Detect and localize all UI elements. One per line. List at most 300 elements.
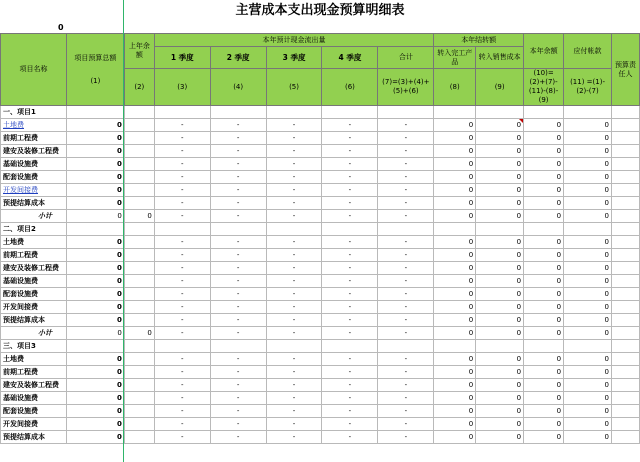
cashflow-cell[interactable]: - xyxy=(210,392,266,405)
cashflow-cell[interactable]: - xyxy=(266,288,322,301)
header-q2[interactable]: 2 季度 xyxy=(210,47,266,69)
cashflow-cell[interactable]: - xyxy=(378,184,434,197)
cashflow-cell[interactable]: - xyxy=(378,418,434,431)
payable-cell[interactable]: 0 xyxy=(564,314,612,327)
empty-cell[interactable] xyxy=(66,106,124,119)
empty-cell[interactable] xyxy=(611,106,639,119)
to-product-cell[interactable]: 0 xyxy=(434,353,476,366)
budget-total-cell[interactable]: 0 xyxy=(66,275,124,288)
header-carryover-group[interactable]: 本年结转额 xyxy=(434,34,524,47)
empty-cell[interactable] xyxy=(524,223,564,236)
header-index[interactable]: (6) xyxy=(322,69,378,106)
prev-balance-cell[interactable] xyxy=(124,158,154,171)
cashflow-cell[interactable]: - xyxy=(266,249,322,262)
to-product-cell[interactable]: 0 xyxy=(434,210,476,223)
payable-cell[interactable]: 0 xyxy=(564,275,612,288)
cashflow-cell[interactable]: - xyxy=(378,262,434,275)
empty-cell[interactable] xyxy=(124,340,154,353)
cashflow-cell[interactable]: - xyxy=(154,210,210,223)
empty-cell[interactable] xyxy=(524,340,564,353)
cashflow-cell[interactable]: - xyxy=(154,405,210,418)
header-owner[interactable]: 预算责任人 xyxy=(611,34,639,106)
header-index[interactable]: (11) =(1)-(2)-(7) xyxy=(564,69,612,106)
owner-cell[interactable] xyxy=(611,418,639,431)
payable-cell[interactable]: 0 xyxy=(564,431,612,444)
empty-cell[interactable] xyxy=(564,223,612,236)
cashflow-cell[interactable]: - xyxy=(210,249,266,262)
to-sales-cell[interactable]: 0 xyxy=(476,418,524,431)
cashflow-cell[interactable]: - xyxy=(378,366,434,379)
cashflow-cell[interactable]: - xyxy=(210,288,266,301)
cashflow-cell[interactable]: - xyxy=(210,366,266,379)
header-index[interactable]: (8) xyxy=(434,69,476,106)
cashflow-cell[interactable]: - xyxy=(322,366,378,379)
prev-balance-cell[interactable] xyxy=(124,405,154,418)
cashflow-cell[interactable]: - xyxy=(266,301,322,314)
payable-cell[interactable]: 0 xyxy=(564,145,612,158)
to-product-cell[interactable]: 0 xyxy=(434,366,476,379)
prev-balance-cell[interactable] xyxy=(124,262,154,275)
cashflow-cell[interactable]: - xyxy=(154,197,210,210)
row-label[interactable]: 前期工程费 xyxy=(1,132,67,145)
year-balance-cell[interactable]: 0 xyxy=(524,288,564,301)
year-balance-cell[interactable]: 0 xyxy=(524,184,564,197)
owner-cell[interactable] xyxy=(611,327,639,340)
year-balance-cell[interactable]: 0 xyxy=(524,418,564,431)
row-label[interactable]: 土地费 xyxy=(1,119,67,132)
budget-total-cell[interactable]: 0 xyxy=(66,119,124,132)
header-index[interactable]: (7)=(3)+(4)+(5)+(6) xyxy=(378,69,434,106)
cashflow-cell[interactable]: - xyxy=(378,145,434,158)
empty-cell[interactable] xyxy=(266,340,322,353)
to-sales-cell[interactable]: 0 xyxy=(476,158,524,171)
to-product-cell[interactable]: 0 xyxy=(434,171,476,184)
owner-cell[interactable] xyxy=(611,236,639,249)
owner-cell[interactable] xyxy=(611,262,639,275)
cashflow-cell[interactable]: - xyxy=(322,275,378,288)
owner-cell[interactable] xyxy=(611,145,639,158)
prev-balance-cell[interactable] xyxy=(124,249,154,262)
budget-total-cell[interactable]: 0 xyxy=(66,301,124,314)
row-label[interactable]: 基础设施费 xyxy=(1,275,67,288)
to-sales-cell[interactable]: 0 xyxy=(476,171,524,184)
cashflow-cell[interactable]: - xyxy=(322,405,378,418)
prev-balance-cell[interactable] xyxy=(124,418,154,431)
prev-balance-cell[interactable] xyxy=(124,171,154,184)
cashflow-cell[interactable]: - xyxy=(322,262,378,275)
section-title[interactable]: 一、项目1 xyxy=(1,106,67,119)
header-item-name[interactable]: 项目名称 xyxy=(1,34,67,106)
payable-cell[interactable]: 0 xyxy=(564,379,612,392)
cashflow-cell[interactable]: - xyxy=(378,301,434,314)
empty-cell[interactable] xyxy=(611,340,639,353)
to-product-cell[interactable]: 0 xyxy=(434,184,476,197)
cashflow-cell[interactable]: - xyxy=(378,249,434,262)
cashflow-cell[interactable]: - xyxy=(266,275,322,288)
cashflow-cell[interactable]: - xyxy=(266,119,322,132)
year-balance-cell[interactable]: 0 xyxy=(524,366,564,379)
payable-cell[interactable]: 0 xyxy=(564,392,612,405)
row-label[interactable]: 开发间接费 xyxy=(1,184,67,197)
header-index[interactable]: (3) xyxy=(154,69,210,106)
prev-balance-cell[interactable]: 0 xyxy=(124,327,154,340)
payable-cell[interactable]: 0 xyxy=(564,197,612,210)
to-sales-cell[interactable]: 0 xyxy=(476,184,524,197)
empty-cell[interactable] xyxy=(66,340,124,353)
to-product-cell[interactable]: 0 xyxy=(434,431,476,444)
cashflow-cell[interactable]: - xyxy=(154,288,210,301)
row-label[interactable]: 建安及装修工程费 xyxy=(1,262,67,275)
owner-cell[interactable] xyxy=(611,353,639,366)
header-payable[interactable]: 应付帐款 xyxy=(564,34,612,69)
row-label[interactable]: 预提结算成本 xyxy=(1,314,67,327)
cashflow-cell[interactable]: - xyxy=(322,353,378,366)
cashflow-cell[interactable]: - xyxy=(322,119,378,132)
to-product-cell[interactable]: 0 xyxy=(434,301,476,314)
budget-total-cell[interactable]: 0 xyxy=(66,210,124,223)
payable-cell[interactable]: 0 xyxy=(564,262,612,275)
cashflow-cell[interactable]: - xyxy=(322,288,378,301)
cashflow-cell[interactable]: - xyxy=(266,405,322,418)
cashflow-cell[interactable]: - xyxy=(210,262,266,275)
payable-cell[interactable]: 0 xyxy=(564,366,612,379)
row-label[interactable]: 基础设施费 xyxy=(1,158,67,171)
header-index[interactable]: (4) xyxy=(210,69,266,106)
owner-cell[interactable] xyxy=(611,184,639,197)
empty-cell[interactable] xyxy=(476,340,524,353)
cashflow-cell[interactable]: - xyxy=(378,119,434,132)
to-product-cell[interactable]: 0 xyxy=(434,275,476,288)
prev-balance-cell[interactable] xyxy=(124,366,154,379)
prev-balance-cell[interactable] xyxy=(124,119,154,132)
to-sales-cell[interactable]: 0 xyxy=(476,288,524,301)
cashflow-cell[interactable]: - xyxy=(154,301,210,314)
cashflow-cell[interactable]: - xyxy=(378,392,434,405)
owner-cell[interactable] xyxy=(611,392,639,405)
cashflow-cell[interactable]: - xyxy=(154,314,210,327)
year-balance-cell[interactable]: 0 xyxy=(524,210,564,223)
empty-cell[interactable] xyxy=(564,106,612,119)
budget-total-cell[interactable]: 0 xyxy=(66,132,124,145)
cashflow-cell[interactable]: - xyxy=(266,158,322,171)
row-label[interactable]: 预提结算成本 xyxy=(1,431,67,444)
cashflow-cell[interactable]: - xyxy=(210,236,266,249)
cashflow-cell[interactable]: - xyxy=(322,327,378,340)
empty-cell[interactable] xyxy=(611,223,639,236)
year-balance-cell[interactable]: 0 xyxy=(524,132,564,145)
year-balance-cell[interactable]: 0 xyxy=(524,145,564,158)
row-label[interactable]: 土地费 xyxy=(1,236,67,249)
owner-cell[interactable] xyxy=(611,379,639,392)
empty-cell[interactable] xyxy=(322,106,378,119)
to-product-cell[interactable]: 0 xyxy=(434,379,476,392)
cashflow-cell[interactable]: - xyxy=(154,379,210,392)
empty-cell[interactable] xyxy=(124,223,154,236)
header-subtotal[interactable]: 合计 xyxy=(378,47,434,69)
to-sales-cell[interactable]: 0 xyxy=(476,366,524,379)
prev-balance-cell[interactable]: 0 xyxy=(124,210,154,223)
payable-cell[interactable]: 0 xyxy=(564,119,612,132)
cashflow-cell[interactable]: - xyxy=(210,197,266,210)
to-sales-cell[interactable]: 0 xyxy=(476,353,524,366)
corner-value-cell[interactable]: 0 xyxy=(58,23,64,32)
payable-cell[interactable]: 0 xyxy=(564,418,612,431)
cashflow-cell[interactable]: - xyxy=(210,275,266,288)
year-balance-cell[interactable]: 0 xyxy=(524,379,564,392)
budget-total-cell[interactable]: 0 xyxy=(66,262,124,275)
section-title[interactable]: 三、项目3 xyxy=(1,340,67,353)
payable-cell[interactable]: 0 xyxy=(564,249,612,262)
cashflow-cell[interactable]: - xyxy=(378,210,434,223)
cashflow-cell[interactable]: - xyxy=(378,288,434,301)
year-balance-cell[interactable]: 0 xyxy=(524,327,564,340)
empty-cell[interactable] xyxy=(154,223,210,236)
owner-cell[interactable] xyxy=(611,314,639,327)
header-index[interactable]: (2) xyxy=(124,69,154,106)
prev-balance-cell[interactable] xyxy=(124,379,154,392)
empty-cell[interactable] xyxy=(476,223,524,236)
to-sales-cell[interactable]: 0 xyxy=(476,431,524,444)
cashflow-cell[interactable]: - xyxy=(322,132,378,145)
cashflow-cell[interactable]: - xyxy=(154,249,210,262)
header-q1[interactable]: 1 季度 xyxy=(154,47,210,69)
empty-cell[interactable] xyxy=(564,340,612,353)
payable-cell[interactable]: 0 xyxy=(564,132,612,145)
year-balance-cell[interactable]: 0 xyxy=(524,119,564,132)
cashflow-cell[interactable]: - xyxy=(210,145,266,158)
payable-cell[interactable]: 0 xyxy=(564,210,612,223)
cashflow-cell[interactable]: - xyxy=(154,158,210,171)
cashflow-cell[interactable]: - xyxy=(266,327,322,340)
cashflow-cell[interactable]: - xyxy=(378,197,434,210)
subtotal-label[interactable]: 小计 xyxy=(1,327,67,340)
prev-balance-cell[interactable] xyxy=(124,431,154,444)
empty-cell[interactable] xyxy=(266,223,322,236)
to-product-cell[interactable]: 0 xyxy=(434,132,476,145)
cashflow-cell[interactable]: - xyxy=(154,132,210,145)
cashflow-cell[interactable]: - xyxy=(154,353,210,366)
payable-cell[interactable]: 0 xyxy=(564,288,612,301)
cashflow-cell[interactable]: - xyxy=(154,171,210,184)
to-sales-cell[interactable]: 0 xyxy=(476,262,524,275)
year-balance-cell[interactable]: 0 xyxy=(524,262,564,275)
to-sales-cell[interactable]: 0 xyxy=(476,132,524,145)
to-sales-cell[interactable]: 0 xyxy=(476,197,524,210)
year-balance-cell[interactable]: 0 xyxy=(524,431,564,444)
cashflow-cell[interactable]: - xyxy=(210,184,266,197)
row-label[interactable]: 建安及装修工程费 xyxy=(1,145,67,158)
cashflow-cell[interactable]: - xyxy=(378,431,434,444)
header-index[interactable]: (5) xyxy=(266,69,322,106)
header-index[interactable]: (9) xyxy=(476,69,524,106)
empty-cell[interactable] xyxy=(154,106,210,119)
cashflow-cell[interactable]: - xyxy=(266,262,322,275)
to-product-cell[interactable]: 0 xyxy=(434,327,476,340)
to-product-cell[interactable]: 0 xyxy=(434,288,476,301)
empty-cell[interactable] xyxy=(434,223,476,236)
cashflow-cell[interactable]: - xyxy=(322,249,378,262)
to-product-cell[interactable]: 0 xyxy=(434,314,476,327)
cashflow-cell[interactable]: - xyxy=(266,418,322,431)
budget-total-cell[interactable]: 0 xyxy=(66,405,124,418)
cashflow-cell[interactable]: - xyxy=(322,197,378,210)
to-sales-cell[interactable]: 0 xyxy=(476,301,524,314)
to-product-cell[interactable]: 0 xyxy=(434,145,476,158)
payable-cell[interactable]: 0 xyxy=(564,158,612,171)
cashflow-cell[interactable]: - xyxy=(266,431,322,444)
header-q3[interactable]: 3 季度 xyxy=(266,47,322,69)
cashflow-cell[interactable]: - xyxy=(210,431,266,444)
owner-cell[interactable] xyxy=(611,288,639,301)
header-index[interactable]: (10)=(2)+(7)-(11)-(8)-(9) xyxy=(524,69,564,106)
empty-cell[interactable] xyxy=(210,223,266,236)
cashflow-cell[interactable]: - xyxy=(154,119,210,132)
budget-total-cell[interactable]: 0 xyxy=(66,418,124,431)
year-balance-cell[interactable]: 0 xyxy=(524,314,564,327)
empty-cell[interactable] xyxy=(434,340,476,353)
subtotal-label[interactable]: 小计 xyxy=(1,210,67,223)
cashflow-cell[interactable]: - xyxy=(266,366,322,379)
cashflow-cell[interactable]: - xyxy=(266,184,322,197)
budget-total-cell[interactable]: 0 xyxy=(66,431,124,444)
year-balance-cell[interactable]: 0 xyxy=(524,158,564,171)
cashflow-cell[interactable]: - xyxy=(322,158,378,171)
owner-cell[interactable] xyxy=(611,249,639,262)
cashflow-cell[interactable]: - xyxy=(210,158,266,171)
cashflow-cell[interactable]: - xyxy=(154,262,210,275)
to-sales-cell[interactable]: 0 xyxy=(476,327,524,340)
prev-balance-cell[interactable] xyxy=(124,288,154,301)
owner-cell[interactable] xyxy=(611,405,639,418)
cashflow-cell[interactable]: - xyxy=(322,379,378,392)
empty-cell[interactable] xyxy=(124,106,154,119)
row-label[interactable]: 配套设施费 xyxy=(1,288,67,301)
cashflow-cell[interactable]: - xyxy=(266,197,322,210)
row-label[interactable]: 开发间接费 xyxy=(1,301,67,314)
year-balance-cell[interactable]: 0 xyxy=(524,249,564,262)
payable-cell[interactable]: 0 xyxy=(564,353,612,366)
budget-total-cell[interactable]: 0 xyxy=(66,197,124,210)
prev-balance-cell[interactable] xyxy=(124,314,154,327)
empty-cell[interactable] xyxy=(524,106,564,119)
owner-cell[interactable] xyxy=(611,119,639,132)
cashflow-cell[interactable]: - xyxy=(154,236,210,249)
empty-cell[interactable] xyxy=(322,340,378,353)
cashflow-cell[interactable]: - xyxy=(322,392,378,405)
year-balance-cell[interactable]: 0 xyxy=(524,392,564,405)
to-product-cell[interactable]: 0 xyxy=(434,392,476,405)
cashflow-cell[interactable]: - xyxy=(378,158,434,171)
row-label[interactable]: 土地费 xyxy=(1,353,67,366)
empty-cell[interactable] xyxy=(66,223,124,236)
payable-cell[interactable]: 0 xyxy=(564,405,612,418)
owner-cell[interactable] xyxy=(611,431,639,444)
to-sales-cell[interactable]: 0 xyxy=(476,145,524,158)
cashflow-cell[interactable]: - xyxy=(266,353,322,366)
cashflow-cell[interactable]: - xyxy=(210,353,266,366)
cashflow-cell[interactable]: - xyxy=(322,145,378,158)
empty-cell[interactable] xyxy=(322,223,378,236)
budget-total-cell[interactable]: 0 xyxy=(66,249,124,262)
cashflow-cell[interactable]: - xyxy=(154,327,210,340)
cashflow-cell[interactable]: - xyxy=(154,145,210,158)
to-sales-cell[interactable]: 0 xyxy=(476,314,524,327)
prev-balance-cell[interactable] xyxy=(124,353,154,366)
cashflow-cell[interactable]: - xyxy=(378,275,434,288)
prev-balance-cell[interactable] xyxy=(124,301,154,314)
cashflow-cell[interactable]: - xyxy=(210,327,266,340)
payable-cell[interactable]: 0 xyxy=(564,236,612,249)
budget-total-cell[interactable]: 0 xyxy=(66,288,124,301)
row-label[interactable]: 基础设施费 xyxy=(1,392,67,405)
cashflow-cell[interactable]: - xyxy=(266,236,322,249)
to-product-cell[interactable]: 0 xyxy=(434,262,476,275)
owner-cell[interactable] xyxy=(611,210,639,223)
cashflow-cell[interactable]: - xyxy=(266,132,322,145)
to-product-cell[interactable]: 0 xyxy=(434,405,476,418)
to-sales-cell[interactable]: 0 xyxy=(476,119,524,132)
cashflow-cell[interactable]: - xyxy=(210,210,266,223)
payable-cell[interactable]: 0 xyxy=(564,327,612,340)
header-to-sales[interactable]: 转入销售成本 xyxy=(476,47,524,69)
cashflow-cell[interactable]: - xyxy=(154,366,210,379)
budget-total-cell[interactable]: 0 xyxy=(66,327,124,340)
cashflow-cell[interactable]: - xyxy=(210,171,266,184)
cashflow-cell[interactable]: - xyxy=(266,145,322,158)
to-sales-cell[interactable]: 0 xyxy=(476,210,524,223)
year-balance-cell[interactable]: 0 xyxy=(524,171,564,184)
budget-total-cell[interactable]: 0 xyxy=(66,145,124,158)
prev-balance-cell[interactable] xyxy=(124,184,154,197)
budget-total-cell[interactable]: 0 xyxy=(66,379,124,392)
cashflow-cell[interactable]: - xyxy=(378,327,434,340)
cashflow-cell[interactable]: - xyxy=(322,314,378,327)
cashflow-cell[interactable]: - xyxy=(210,119,266,132)
year-balance-cell[interactable]: 0 xyxy=(524,236,564,249)
cashflow-cell[interactable]: - xyxy=(154,392,210,405)
to-product-cell[interactable]: 0 xyxy=(434,197,476,210)
header-year-balance[interactable]: 本年余额 xyxy=(524,34,564,69)
cashflow-cell[interactable]: - xyxy=(266,171,322,184)
budget-total-cell[interactable]: 0 xyxy=(66,171,124,184)
cashflow-cell[interactable]: - xyxy=(154,431,210,444)
to-sales-cell[interactable]: 0 xyxy=(476,275,524,288)
cashflow-cell[interactable]: - xyxy=(322,418,378,431)
row-label[interactable]: 配套设施费 xyxy=(1,171,67,184)
owner-cell[interactable] xyxy=(611,197,639,210)
header-budget-total[interactable] xyxy=(66,34,124,106)
to-product-cell[interactable]: 0 xyxy=(434,119,476,132)
to-sales-cell[interactable]: 0 xyxy=(476,236,524,249)
to-sales-cell[interactable]: 0 xyxy=(476,379,524,392)
budget-total-cell[interactable]: 0 xyxy=(66,158,124,171)
payable-cell[interactable]: 0 xyxy=(564,171,612,184)
empty-cell[interactable] xyxy=(266,106,322,119)
to-product-cell[interactable]: 0 xyxy=(434,158,476,171)
empty-cell[interactable] xyxy=(378,223,434,236)
row-label[interactable]: 预提结算成本 xyxy=(1,197,67,210)
year-balance-cell[interactable]: 0 xyxy=(524,405,564,418)
prev-balance-cell[interactable] xyxy=(124,275,154,288)
year-balance-cell[interactable]: 0 xyxy=(524,353,564,366)
cashflow-cell[interactable]: - xyxy=(322,184,378,197)
cashflow-cell[interactable]: - xyxy=(266,314,322,327)
cashflow-cell[interactable]: - xyxy=(266,379,322,392)
prev-balance-cell[interactable] xyxy=(124,236,154,249)
cashflow-cell[interactable]: - xyxy=(266,210,322,223)
cashflow-cell[interactable]: - xyxy=(378,379,434,392)
to-product-cell[interactable]: 0 xyxy=(434,418,476,431)
